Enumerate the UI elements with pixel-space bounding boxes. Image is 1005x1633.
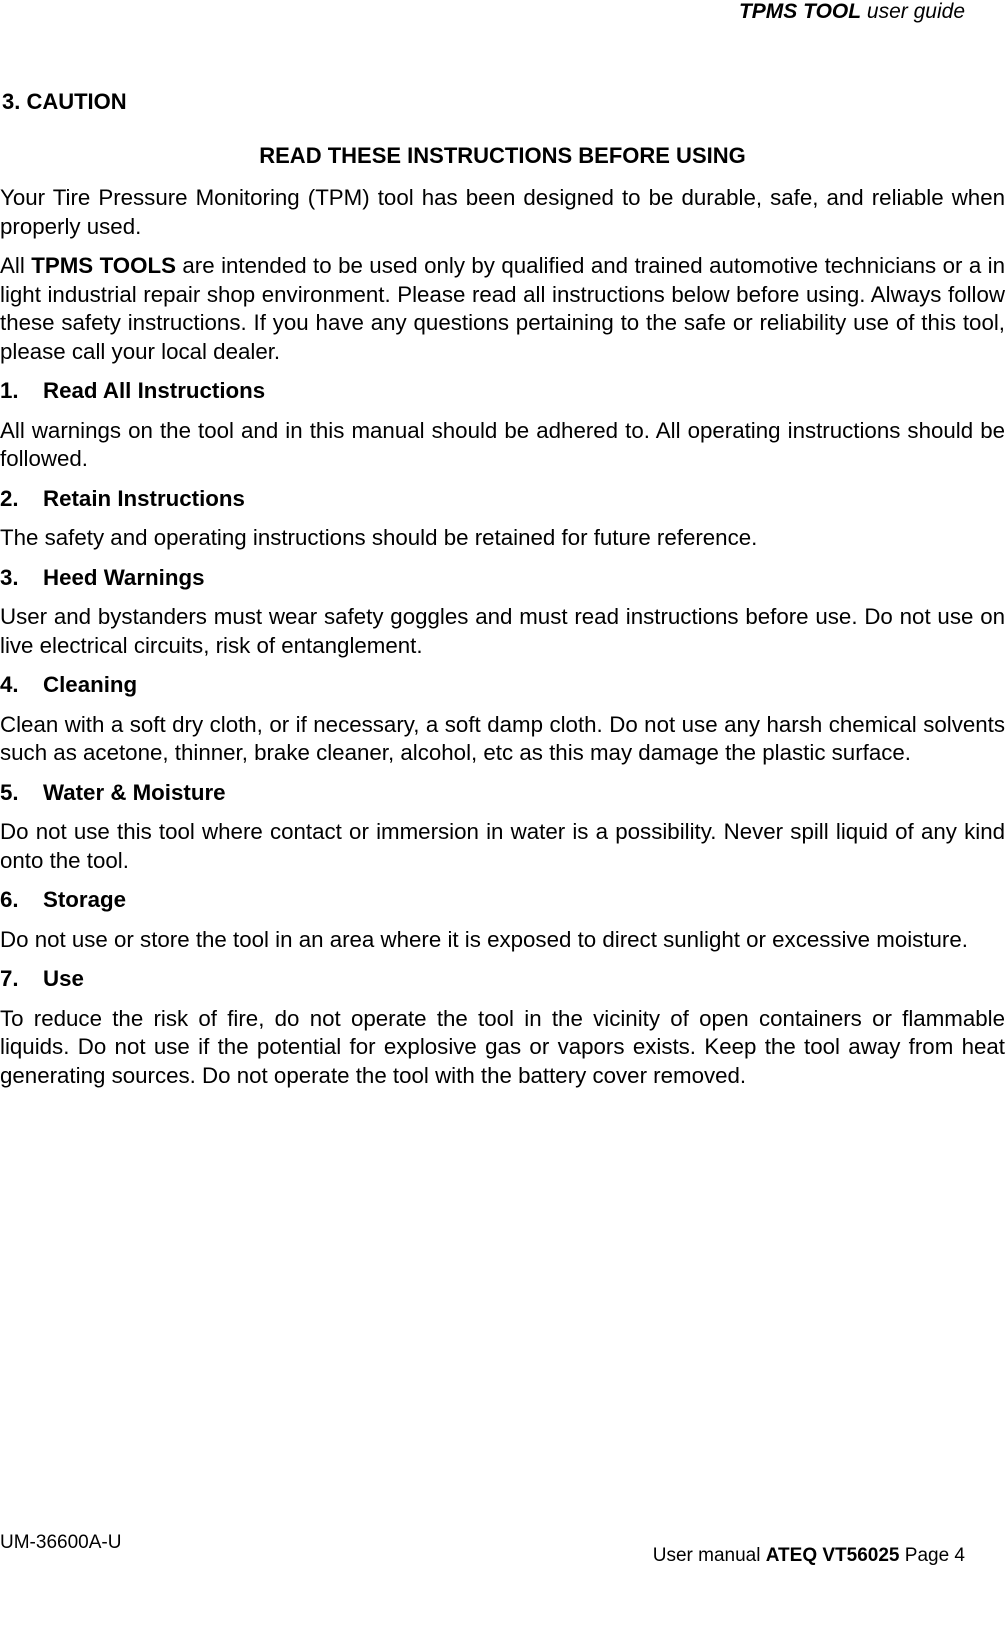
item-heading-3 [0, 564, 1005, 593]
item-text-2: The safety and operating instructions should be retained for future reference. [0, 525, 758, 550]
intro-paragraph-1: Your Tire Pressure Monitoring (TPM) tool has been designed to be durable, safe, and reliable when properly used. [0, 185, 1005, 239]
header-suffix: user guide [861, 0, 965, 23]
item-title: Heed Warnings [43, 564, 205, 590]
document-body [0, 184, 1005, 1101]
item-heading-6 [0, 886, 1005, 915]
item-heading-1 [0, 377, 1005, 406]
item-text-6: Do not use or store the tool in an area where it is exposed to direct sunlight or excessive moisture. [0, 926, 968, 952]
item-title: Cleaning [43, 672, 138, 697]
item-heading-5 [0, 779, 1005, 808]
footer-page-number: Page 4 [899, 1545, 965, 1566]
item-text-3: User and bystanders must wear safety goggles and must read instructions before use. Do not use on live electrical circuits, risk of entanglement. [0, 604, 1005, 658]
item-title: Water & Moisture [43, 779, 226, 805]
intro2-prefix: All [0, 253, 32, 278]
page-header [739, 0, 965, 24]
item-title: Storage [43, 887, 127, 912]
page-footer [653, 1545, 965, 1567]
item-number: 5. [0, 779, 19, 805]
item-heading-4 [0, 671, 1005, 700]
item-number: 4. [0, 672, 19, 697]
footer-doc-code: UM-36600A-U [0, 1532, 122, 1553]
item-heading-7 [0, 965, 1005, 994]
center-heading: READ THESE INSTRUCTIONS BEFORE USING [259, 143, 746, 168]
item-number: 1. [0, 378, 19, 403]
header-product: TPMS TOOL [738, 0, 862, 23]
item-title: Use [43, 966, 84, 991]
item-title: Read All Instructions [43, 378, 266, 403]
intro-paragraph-2 [0, 252, 1005, 366]
item-text-7: To reduce the risk of fire, do not operate the tool in the vicinity of open containers or flammable liquids. Do not use if the potential for explosive gas or vapors exists. Keep the tool away from heat generating sources. Do not operate the tool with the battery cover removed. [0, 1005, 1005, 1088]
item-text-5: Do not use this tool where contact or immersion in water is a possibility. Never spill liquid of any kind onto the tool. [0, 819, 1005, 873]
item-number: 7. [0, 966, 19, 991]
intro2-rest: are intended to be used only by qualified and trained automotive technicians or a in light industrial repair shop environment. Please read all instructions below before using. Always follow these safety instructions. If you have any questions pertaining to the safe or reliability use of this tool, please call your local dealer. [0, 253, 1005, 364]
item-number: 2. [0, 485, 19, 511]
item-title: Retain Instructions [43, 485, 245, 511]
footer-model: ATEQ VT56025 [765, 1545, 900, 1566]
item-number: 3. [0, 564, 19, 590]
footer-manual-prefix: User manual [652, 1545, 766, 1566]
item-heading-2 [0, 485, 1005, 514]
section-title: 3. CAUTION [2, 89, 127, 114]
intro2-bold: TPMS TOOLS [31, 253, 176, 278]
item-number: 6. [0, 887, 19, 912]
item-text-4: Clean with a soft dry cloth, or if necessary, a soft damp cloth. Do not use any harsh chemical solvents such as acetone, thinner, brake cleaner, alcohol, etc as this may damage the plastic surface. [0, 711, 1005, 765]
item-text-1: All warnings on the tool and in this manual should be adhered to. All operating instructions should be followed. [0, 417, 1005, 471]
